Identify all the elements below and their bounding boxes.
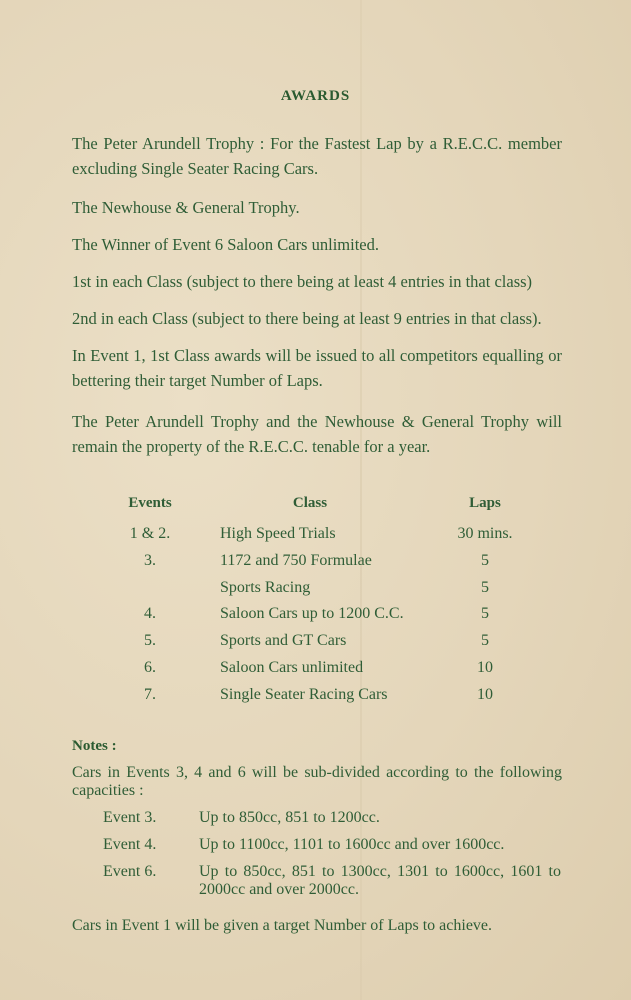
award-paragraph: The Peter Arundell Trophy and the Newhouse & General Trophy will remain the property of the R.E.C.C. tenable for a year.: [72, 412, 562, 456]
laps-cell: 30 mins.: [457, 525, 513, 542]
events-table: [80, 495, 550, 713]
capacity-event: Event 3.: [103, 809, 157, 826]
laps-cell: 5: [481, 551, 489, 569]
notes-intro: Cars in Events 3, 4 and 6 will be sub-divided according to the following capacities :: [72, 764, 562, 799]
class-cell: Sports and GT Cars: [220, 632, 347, 650]
table-row: [80, 632, 550, 659]
table-row: [80, 659, 550, 686]
notes-heading: Notes :: [72, 738, 117, 754]
table-row: [80, 605, 550, 632]
class-cell: High Speed Trials: [220, 525, 336, 542]
laps-cell: 5: [481, 632, 489, 650]
laps-cell: 5: [481, 605, 489, 623]
header-events: Events: [128, 495, 172, 511]
header-laps: Laps: [469, 495, 501, 511]
award-paragraph: The Peter Arundell Trophy : For the Fastest Lap by a R.E.C.C. member excluding Single Seater Racing Cars.: [72, 134, 562, 178]
award-paragraph: In Event 1, 1st Class awards will be issued to all competitors equalling or bettering their target Number of Laps.: [72, 346, 562, 390]
event-cell: 6.: [144, 658, 156, 676]
page-title: AWARDS: [280, 88, 351, 104]
event-cell: 7.: [144, 685, 156, 703]
table-row: [80, 579, 550, 606]
capacity-event: Event 4.: [103, 836, 157, 853]
class-cell: 1172 and 750 Formulae: [220, 551, 372, 569]
class-cell: Saloon Cars up to 1200 C.C.: [220, 605, 404, 623]
award-paragraph: 1st in each Class (subject to there being at least 4 entries in that class): [72, 272, 533, 291]
capacity-event: Event 6.: [103, 863, 157, 880]
event-cell: 5.: [144, 632, 156, 650]
capacity-value: Up to 1100cc, 1101 to 1600cc and over 1600cc.: [199, 836, 505, 853]
class-cell: Sports Racing: [220, 578, 311, 596]
table-row: [80, 552, 550, 579]
header-class: Class: [292, 495, 328, 511]
table-row: [80, 525, 550, 552]
laps-cell: 10: [477, 658, 493, 676]
class-cell: Saloon Cars unlimited: [220, 658, 364, 676]
award-paragraph: The Newhouse & General Trophy.: [72, 198, 300, 217]
award-paragraph: 2nd in each Class (subject to there being at least 9 entries in that class).: [72, 309, 542, 328]
event-cell: 1 & 2.: [129, 525, 171, 542]
award-paragraph: The Winner of Event 6 Saloon Cars unlimited.: [72, 235, 379, 254]
laps-cell: 10: [477, 685, 493, 703]
capacity-value: Up to 850cc, 851 to 1200cc.: [199, 809, 380, 826]
capacity-value: Up to 850cc, 851 to 1300cc, 1301 to 1600cc, 1601 to 2000cc and over 2000cc.: [199, 863, 561, 898]
event-cell: 3.: [144, 551, 156, 569]
class-cell: Single Seater Racing Cars: [220, 685, 388, 703]
table-header-row: [80, 495, 550, 525]
table-row: [80, 686, 550, 713]
laps-cell: 5: [481, 578, 489, 596]
notes-final: Cars in Event 1 will be given a target Number of Laps to achieve.: [72, 917, 493, 934]
event-cell: 4.: [144, 605, 156, 623]
